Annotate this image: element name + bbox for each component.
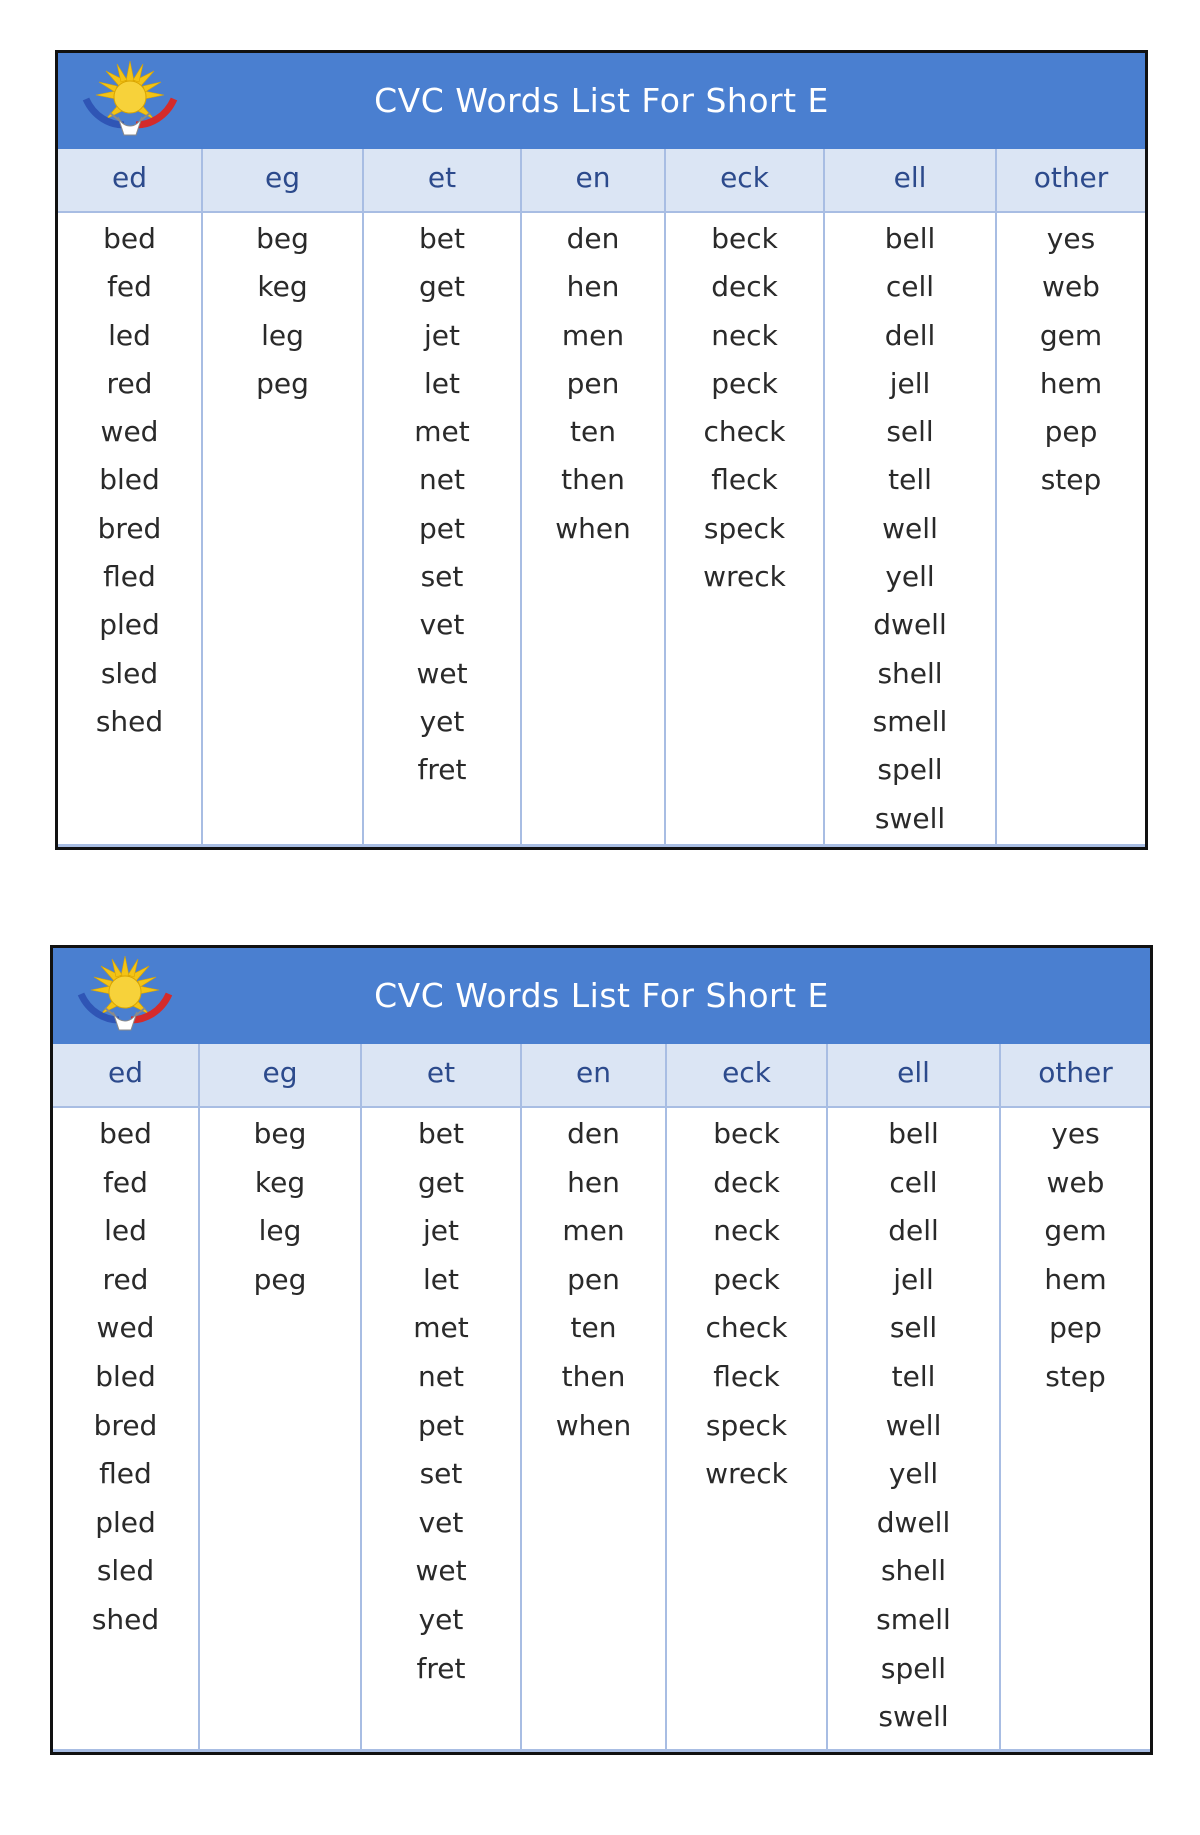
column-et xyxy=(362,149,520,847)
word-cell: check xyxy=(705,1311,788,1345)
word-list xyxy=(828,1108,999,1742)
word-cell: bet xyxy=(419,222,465,255)
column-header: ell xyxy=(893,161,927,194)
bottom-divider xyxy=(53,1749,1150,1752)
column-header: eck xyxy=(722,1056,771,1089)
word-cell: pled xyxy=(95,1505,156,1539)
word-cell: fleck xyxy=(713,1359,780,1393)
word-cell: step xyxy=(1045,1359,1106,1393)
word-cell: peck xyxy=(711,366,778,400)
word-cell: yell xyxy=(888,1457,939,1491)
word-cell: pen xyxy=(566,366,620,400)
word-cell: met xyxy=(414,415,470,449)
word-cell: shell xyxy=(877,656,943,690)
column-eg xyxy=(201,149,362,847)
column-header: et xyxy=(427,161,457,194)
word-list xyxy=(364,213,520,795)
word-cell: met xyxy=(413,1311,469,1345)
word-cell: jell xyxy=(889,366,931,400)
word-cell: gem xyxy=(1044,1214,1107,1248)
word-cell: bled xyxy=(99,463,160,497)
word-cell: yet xyxy=(419,704,465,738)
word-cell: peg xyxy=(256,366,309,400)
word-list xyxy=(362,1108,520,1693)
word-list xyxy=(997,213,1145,505)
word-cell: pet xyxy=(419,511,465,545)
word-cell: deck xyxy=(713,1165,780,1199)
word-cell: wet xyxy=(415,1554,467,1588)
word-cell: jet xyxy=(424,318,460,352)
word-cell: tell xyxy=(888,463,932,497)
column-other xyxy=(995,149,1145,847)
word-cell: den xyxy=(566,222,620,255)
word-cell: set xyxy=(419,1457,463,1491)
word-cell: web xyxy=(1046,1165,1105,1199)
word-cell: bell xyxy=(888,1117,939,1150)
column-en xyxy=(520,149,664,847)
word-cell: beg xyxy=(253,1117,307,1150)
word-cell: net xyxy=(418,1359,464,1393)
word-cell: ten xyxy=(570,415,616,449)
column-other xyxy=(999,1044,1150,1752)
table-title: CVC Words List For Short E xyxy=(374,976,829,1015)
word-cell: let xyxy=(424,366,460,400)
column-header: other xyxy=(1038,1056,1113,1089)
word-cell: net xyxy=(419,463,465,497)
column-header: eck xyxy=(720,161,769,194)
word-cell: keg xyxy=(257,270,308,304)
word-list xyxy=(522,213,664,553)
word-list xyxy=(666,213,823,601)
word-cell: pep xyxy=(1044,415,1098,449)
word-cell: then xyxy=(561,463,625,497)
word-cell: speck xyxy=(703,511,786,545)
column-header: et xyxy=(426,1056,456,1089)
word-cell: led xyxy=(108,318,151,352)
word-cell: wreck xyxy=(703,560,786,594)
word-cell: dell xyxy=(888,1214,939,1248)
column-header: ed xyxy=(108,1056,143,1089)
word-cell: leg xyxy=(258,1214,302,1248)
word-cell: pep xyxy=(1049,1311,1102,1345)
word-cell: wed xyxy=(100,415,159,449)
word-cell: red xyxy=(106,366,153,400)
word-cell: swell xyxy=(874,801,946,835)
word-cell: deck xyxy=(711,270,778,304)
column-header: en xyxy=(576,1056,611,1089)
word-cell: wed xyxy=(96,1311,155,1345)
word-cell: bet xyxy=(418,1117,464,1150)
word-cell: wreck xyxy=(705,1457,788,1491)
column-header: en xyxy=(575,161,611,194)
word-cell: bled xyxy=(95,1359,156,1393)
word-cell: dwell xyxy=(873,608,947,642)
word-cell: dwell xyxy=(876,1505,951,1539)
word-cell: beg xyxy=(256,222,309,255)
column-eck xyxy=(664,149,823,847)
word-cell: sell xyxy=(889,1311,938,1345)
word-list xyxy=(522,1108,665,1450)
word-cell: peck xyxy=(713,1262,780,1296)
word-cell: bred xyxy=(97,511,162,545)
word-cell: tell xyxy=(891,1359,936,1393)
title-bar xyxy=(53,948,1150,1044)
word-cell: spell xyxy=(880,1651,947,1685)
word-cell: sled xyxy=(100,656,159,690)
word-cell: pen xyxy=(567,1262,620,1296)
column-ed xyxy=(53,1044,198,1752)
word-cell: hem xyxy=(1039,366,1103,400)
word-cell: bed xyxy=(103,222,156,255)
word-list xyxy=(53,1108,198,1645)
word-cell: cell xyxy=(885,270,935,304)
word-list-table-1 xyxy=(55,50,1148,850)
word-list-table-2 xyxy=(50,945,1153,1755)
word-cell: men xyxy=(561,318,625,352)
word-cell: bred xyxy=(93,1408,158,1442)
column-ell xyxy=(823,149,995,847)
word-cell: beck xyxy=(713,1117,780,1150)
column-ed xyxy=(58,149,201,847)
column-header: eg xyxy=(262,1056,298,1089)
word-cell: get xyxy=(419,270,465,304)
word-cell: pled xyxy=(99,608,160,642)
word-cell: fleck xyxy=(711,463,778,497)
word-cell: bell xyxy=(884,222,936,255)
word-cell: spell xyxy=(877,753,943,787)
word-cell: shell xyxy=(880,1554,947,1588)
word-cell: fed xyxy=(103,1165,148,1199)
word-cell: step xyxy=(1040,463,1102,497)
word-cell: led xyxy=(104,1214,147,1248)
word-cell: smell xyxy=(876,1602,951,1636)
word-cell: well xyxy=(885,1408,942,1442)
column-header: ed xyxy=(112,161,147,194)
column-eck xyxy=(665,1044,826,1752)
word-cell: speck xyxy=(705,1408,788,1442)
word-cell: when xyxy=(555,1408,632,1442)
word-cell: pet xyxy=(418,1408,464,1442)
word-cell: den xyxy=(567,1117,620,1150)
column-header: eg xyxy=(265,161,300,194)
column-et xyxy=(360,1044,520,1752)
word-cell: shed xyxy=(91,1602,160,1636)
word-cell: leg xyxy=(261,318,304,352)
word-cell: fled xyxy=(99,1457,152,1491)
word-cell: vet xyxy=(419,608,465,642)
word-list xyxy=(667,1108,826,1499)
word-cell: let xyxy=(423,1262,459,1296)
title-bar xyxy=(58,53,1145,149)
word-cell: check xyxy=(703,415,786,449)
word-cell: hen xyxy=(566,270,620,304)
word-cell: get xyxy=(418,1165,464,1199)
word-cell: yell xyxy=(885,560,935,594)
word-list xyxy=(200,1108,360,1304)
word-cell: fled xyxy=(103,560,156,594)
word-cell: sled xyxy=(96,1554,155,1588)
column-ell xyxy=(826,1044,999,1752)
word-cell: red xyxy=(102,1262,149,1296)
word-cell: neck xyxy=(711,318,778,352)
word-cell: peg xyxy=(253,1262,307,1296)
word-cell: yes xyxy=(1051,1117,1100,1150)
word-cell: smell xyxy=(872,704,948,738)
word-list xyxy=(1001,1108,1150,1402)
word-cell: hem xyxy=(1044,1262,1107,1296)
word-cell: neck xyxy=(713,1214,780,1248)
word-cell: bed xyxy=(99,1117,152,1150)
word-cell: yes xyxy=(1046,222,1096,255)
word-list xyxy=(203,213,362,408)
word-cell: cell xyxy=(889,1165,938,1199)
word-cell: set xyxy=(420,560,464,594)
word-list xyxy=(825,213,995,843)
word-cell: then xyxy=(561,1359,626,1393)
column-eg xyxy=(198,1044,360,1752)
word-cell: web xyxy=(1042,270,1100,304)
word-list xyxy=(58,213,201,746)
bottom-divider xyxy=(58,844,1145,847)
word-cell: shed xyxy=(95,704,164,738)
word-cell: vet xyxy=(418,1505,464,1539)
word-cell: swell xyxy=(878,1700,949,1734)
word-cell: yet xyxy=(418,1602,464,1636)
word-cell: hen xyxy=(567,1165,620,1199)
word-cell: wet xyxy=(416,656,468,690)
column-en xyxy=(520,1044,665,1752)
word-cell: men xyxy=(562,1214,625,1248)
word-cell: well xyxy=(882,511,938,545)
word-cell: when xyxy=(555,511,631,545)
word-cell: gem xyxy=(1039,318,1103,352)
word-cell: beck xyxy=(711,222,778,255)
word-cell: sell xyxy=(886,415,934,449)
column-header: ell xyxy=(897,1056,930,1089)
word-cell: fret xyxy=(416,1651,466,1685)
word-cell: jet xyxy=(423,1214,459,1248)
word-cell: dell xyxy=(884,318,936,352)
word-cell: fed xyxy=(107,270,152,304)
table-title: CVC Words List For Short E xyxy=(374,81,829,120)
word-cell: fret xyxy=(417,753,467,787)
word-cell: keg xyxy=(254,1165,306,1199)
word-cell: jell xyxy=(893,1262,934,1296)
column-header: other xyxy=(1033,161,1109,194)
word-cell: ten xyxy=(570,1311,617,1345)
